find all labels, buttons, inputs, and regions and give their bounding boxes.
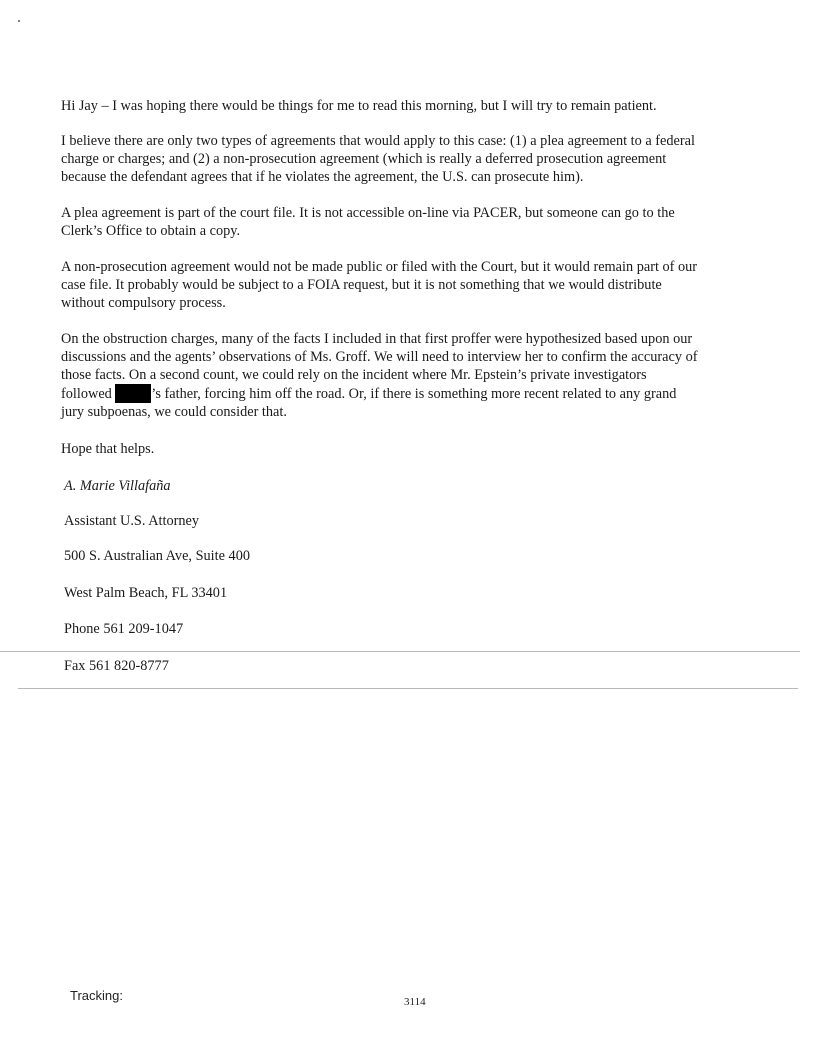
speck-mark: [18, 20, 20, 22]
signature-address-street: 500 S. Australian Ave, Suite 400: [64, 548, 250, 564]
non-prosecution-paragraph: [61, 258, 761, 312]
agreements-line-1: I believe there are only two types of agreements that would apply to this case: (1) a plea agreement to a federal: [61, 133, 695, 149]
obstruction-line-1: On the obstruction charges, many of the facts I included in that first proffer were hypothesized based upon our: [61, 331, 693, 347]
signature-fax: Fax 561 820-8777: [64, 658, 169, 674]
greeting-paragraph: [61, 97, 761, 115]
obstruction-line-4-end: ’s father, forcing him off the road. Or, if there is something more recent related to any grand: [151, 386, 677, 402]
agreements-line-2: charge or charges; and (2) a non-prosecution agreement (which is really a deferred prosecution agreement: [61, 151, 667, 167]
npa-line-3: without compulsory process.: [61, 295, 226, 311]
obstruction-paragraph: [61, 330, 761, 421]
plea-agreement-paragraph: [61, 204, 761, 240]
greeting-line: Hi Jay – I was hoping there would be things for me to read this morning, but I will try to remain patient.: [61, 98, 657, 114]
redaction-box: [115, 384, 151, 403]
obstruction-line-2: discussions and the agents’ observations of Ms. Groff. We will need to interview her to confirm the accuracy of: [61, 349, 698, 365]
scan-line-upper: [0, 651, 800, 652]
signature-phone: Phone 561 209-1047: [64, 621, 184, 637]
agreements-paragraph: [61, 132, 761, 186]
plea-line-1: A plea agreement is part of the court file. It is not accessible on-line via PACER, but someone can go to the: [61, 205, 675, 221]
closing-line: Hope that helps.: [61, 441, 155, 457]
npa-line-2: case file. It probably would be subject to a FOIA request, but it is not something that we would distribute: [61, 277, 662, 293]
page-number: 3114: [404, 996, 426, 1008]
agreements-line-3: because the defendant agrees that if he violates the agreement, the U.S. can prosecute him).: [61, 169, 584, 185]
plea-line-2: Clerk’s Office to obtain a copy.: [61, 223, 241, 239]
signature-name: A. Marie Villafaña: [64, 478, 171, 494]
tracking-label: Tracking:: [70, 988, 123, 1003]
obstruction-line-5: jury subpoenas, we could consider that.: [61, 404, 287, 420]
obstruction-line-4-start: followed: [61, 386, 116, 402]
npa-line-1: A non-prosecution agreement would not be made public or filed with the Court, but it would remain part of our: [61, 259, 698, 275]
obstruction-line-3: those facts. On a second count, we could rely on the incident where Mr. Epstein’s private investigators: [61, 367, 647, 383]
obstruction-line-4: [61, 384, 761, 403]
signature-address-city: West Palm Beach, FL 33401: [64, 585, 228, 601]
signature-title: Assistant U.S. Attorney: [64, 513, 200, 529]
scan-line-lower: [18, 688, 798, 689]
closing-paragraph: [61, 440, 761, 458]
